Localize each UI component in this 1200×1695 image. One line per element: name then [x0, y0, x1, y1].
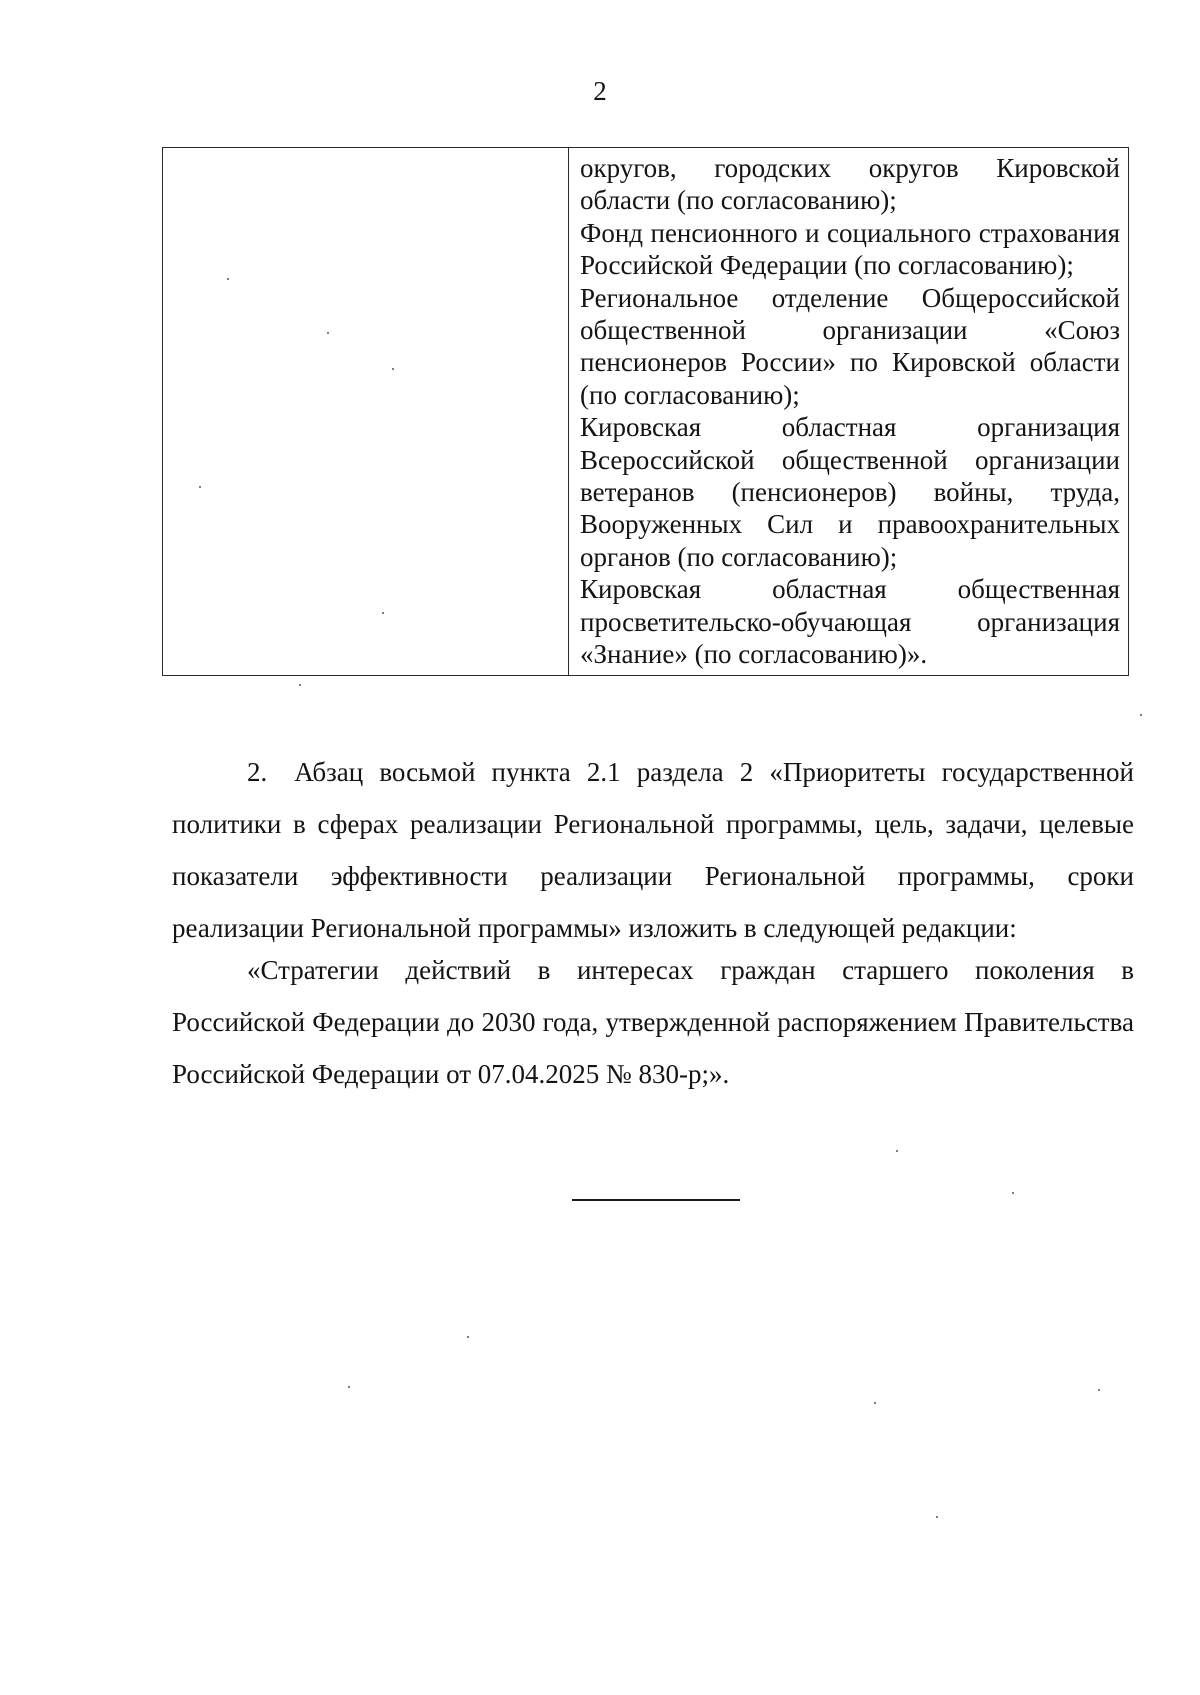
- scan-speck: [199, 486, 201, 488]
- table-item: Фонд пенсионного и социального страхования Российской Федерации (по согласованию);: [580, 217, 1120, 281]
- document-table: [162, 147, 1129, 676]
- table-item: округов, городских округов Кировской области (по согласованию);: [580, 153, 1120, 216]
- paragraph-new-wording: «Стратегии действий в интересах граждан старшего поколения в Российской Федерации до 2030 года, утвержденной распоряжением Правительства Российской Федерации от 07.04.2025 № 830-р;».: [172, 955, 1134, 1089]
- scan-speck: [1012, 1192, 1014, 1194]
- scan-speck: [382, 612, 384, 614]
- table-item: Кировская областная организация Всероссийской общественной организации ветеранов (пенсионеров) войны, труда, Вооруженных Сил и правоохранительных органов (по согласованию);: [580, 412, 1120, 572]
- scan-speck: [936, 1516, 938, 1518]
- scan-speck: [299, 684, 301, 686]
- scan-speck: [467, 1336, 469, 1338]
- end-separator-line: [572, 1199, 740, 1201]
- scan-speck: [227, 278, 229, 280]
- scan-speck: [874, 1402, 876, 1404]
- table-row: [163, 148, 1129, 676]
- scan-speck: [348, 1386, 350, 1388]
- scan-speck: [392, 368, 394, 370]
- table-cell-left: [163, 148, 569, 676]
- scan-speck: [327, 332, 329, 334]
- scan-speck: [896, 1150, 898, 1152]
- page-number: 2: [593, 76, 607, 106]
- table-item: Региональное отделение Общероссийской общественной организации «Союз пенсионеров России» по Кировской области (по согласованию);: [580, 282, 1120, 410]
- table-cell-right: [569, 148, 1129, 676]
- scan-speck: [1098, 1389, 1100, 1391]
- scan-speck: [1140, 714, 1142, 716]
- paragraph-amendment-2: 2. Абзац восьмой пункта 2.1 раздела 2 «Приоритеты государственной политики в сферах реализации Региональной программы, цель, задачи, целевые показатели эффективности реализации Региональной программы, сроки реализации Региональной программы» изложить в следующей редакции:: [172, 757, 1134, 943]
- table-item: Кировская областная общественная просветительско-обучающая организация «Знание» (по согласованию)».: [580, 574, 1120, 670]
